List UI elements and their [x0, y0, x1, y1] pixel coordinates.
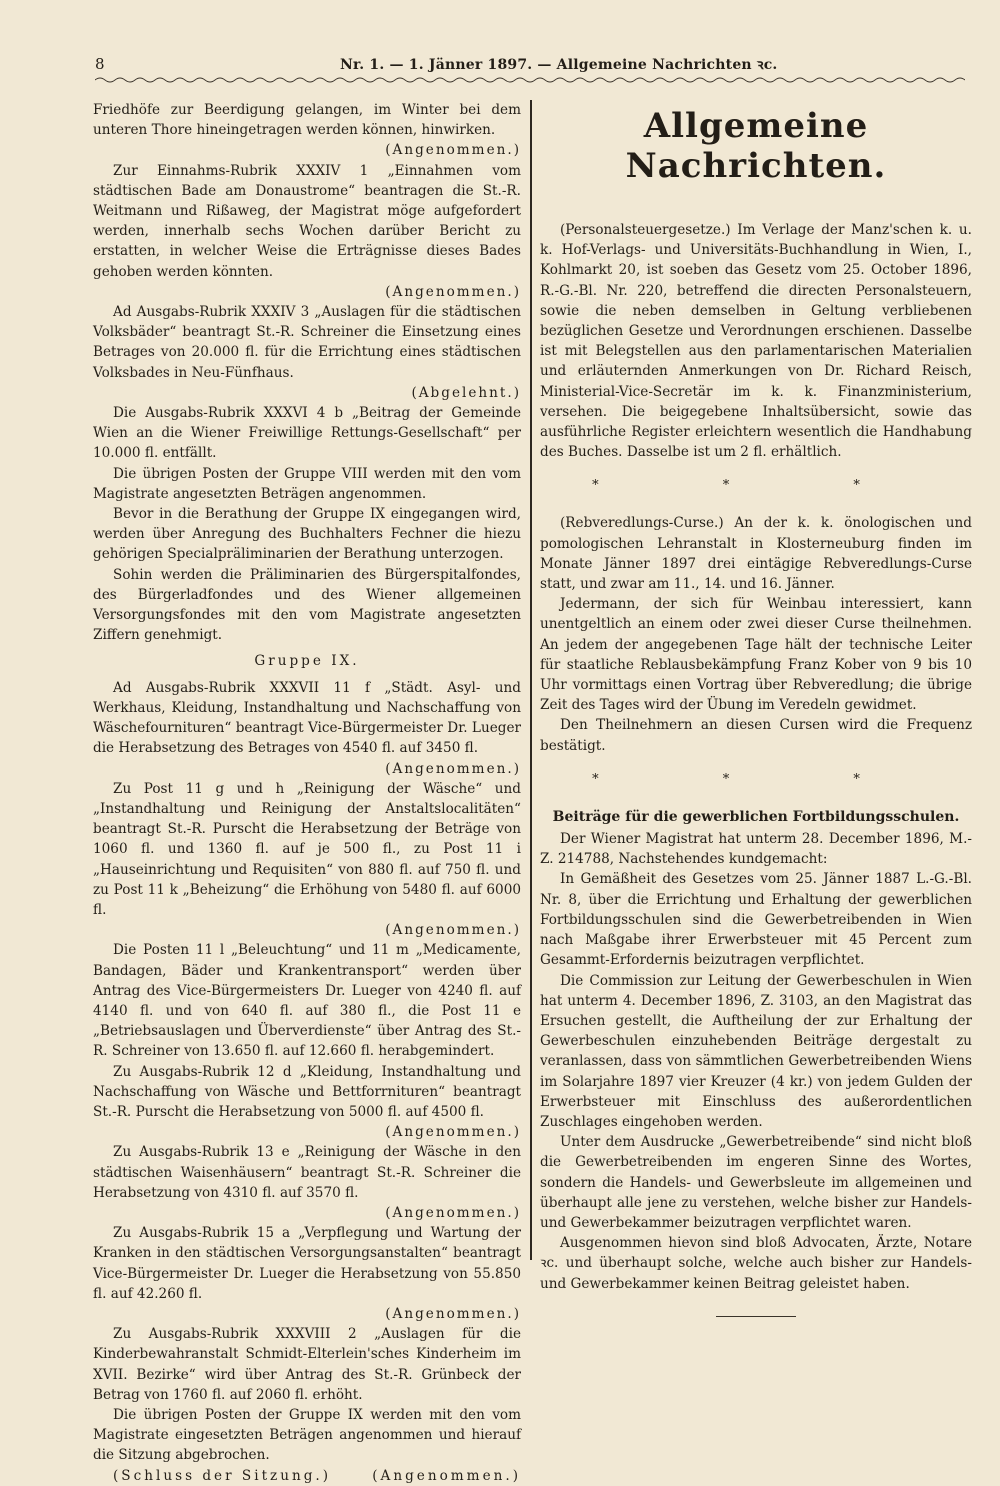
article-heading: Beiträge für die gewerblichen Fortbildungsschulen. [552, 808, 960, 825]
separator-stars: * * * [592, 478, 920, 494]
paragraph [93, 678, 521, 779]
paragraph [93, 1223, 521, 1324]
news-item-personalsteuer: (Personalsteuergesetze.) Im Verlage der Manz'schen k. u. k. Hof-Verlags- und Universitäts-Buchhandlung in Wien, I., Kohlmarkt 20, ist soeben das Gesetz vom 25. October 1896, R.-G.-Bl. Nr. 220, betreffend die directen Personalsteuern, sowie die neben demselben in Geltung verbliebenen bezüglichen Gesetze und Verordnungen erschienen. Dasselbe ist mit Belegstellen aus den parlamentarischen Materialien und erläuternden Anmerkungen von Dr. Richard Reisch, Ministerial-Vice-Secretär im k. k. Finanzministerium, versehen. Die beigegebene Inhaltsübersicht, sowie das ausführliche Register erleichtern wesentlich die Handhabung des Buches. Dasselbe ist um 2 fl. erhältlich. [540, 222, 972, 461]
paragraph: Die übrigen Posten der Gruppe IX werden mit den vom Magistrate eingesetzten Beträgen angenommen und hierauf die Sitzung abgebrochen. [93, 1407, 521, 1464]
left-column [93, 100, 521, 1486]
right-column [540, 100, 972, 1317]
header-wavy-rule [95, 76, 965, 84]
end-rule [716, 1316, 796, 1317]
page-number: 8 [95, 55, 105, 73]
paragraph [93, 161, 521, 302]
vote-result: (Angenommen.) [385, 1305, 521, 1322]
paragraph: Die übrigen Posten der Gruppe VIII werden mit den vom Magistrate angesetzten Beträgen angenommen. [93, 465, 521, 502]
paragraph-text: Ad Ausgabs-Rubrik XXXVII 11 f „Städt. Asyl- und Werkhaus, Kleidung, Instandhaltung und Nachschaffung von Wäschefournituren“ beantragt Vice-Bürgermeister Dr. Lueger die Herabsetzung des Betrages von 4540 fl. auf 3450 fl. [93, 679, 521, 757]
separator-stars: * * * [592, 771, 920, 787]
vote-result: (Angenommen.) [385, 1204, 521, 1221]
closing-note: (Schluss der Sitzung.) [113, 1467, 332, 1484]
column-divider [530, 100, 532, 1260]
paragraph: Den Theilnehmern an diesen Cursen wird die Frequenz bestätigt. [540, 717, 972, 754]
paragraph [93, 779, 521, 941]
paragraph: Die Ausgabs-Rubrik XXXVI 4 b „Beitrag der Gemeinde Wien an die Wiener Freiwillige Rettungs-Gesellschaft“ per 10.000 fl. entfällt. [93, 405, 521, 462]
paragraph: Jedermann, der sich für Weinbau interessiert, kann unentgeltlich an einem oder zwei dieser Curse theilnehmen. An jedem der angegebenen Tage hält der technische Leiter für staatliche Reblausbekämpfung Franz Kober von 9 bis 10 Uhr vormittags einen Vortrag über Rebveredlung; die übrige Zeit des Tages wird der Übung im Veredeln gewidmet. [540, 596, 972, 714]
paragraph: Unter dem Ausdrucke „Gewerbetreibende“ sind nicht bloß die Gewerbetreibenden im engeren Sinne des Wortes, sondern die Handels- und Gewerbsleute im allgemeinen und überhaupt alle jene zu verstehen, welche bisher zur Handels- und Gewerbekammer beizutragen verpflichtet waren. [540, 1134, 972, 1231]
vote-result: (Angenommen.) [372, 1467, 521, 1484]
paragraph [93, 100, 521, 161]
vote-result: (Angenommen.) [385, 1124, 521, 1141]
vote-result: (Abgelehnt.) [411, 384, 521, 401]
news-item-rebveredlung: (Rebveredlungs-Curse.) An der k. k. önologischen und pomologischen Lehranstalt in Klosterneuburg finden im Monate Jänner 1897 drei eintägige Rebveredlungs-Curse statt, und zwar am 11., 14. und 16. Jänner. [540, 515, 972, 593]
vote-result: (Angenommen.) [385, 922, 521, 939]
paragraph: Der Wiener Magistrat hat unterm 28. December 1896, M.-Z. 214788, Nachstehendes kundgemacht: [540, 831, 972, 868]
paragraph [93, 1062, 521, 1143]
vote-result: (Angenommen.) [385, 142, 521, 159]
session-closing [93, 1466, 521, 1486]
paragraph-text: Friedhöfe zur Beerdigung gelangen, im Winter bei dem unteren Thore hineingetragen werden können, hinwirken. [93, 102, 521, 139]
paragraph: Zu Ausgabs-Rubrik XXXVIII 2 „Auslagen für die Kinderbewahranstalt Schmidt-Elterlein'sches Kinderheim im XVII. Bezirke“ wird über Antrag des St.-R. Grünbeck der Betrag von 1760 fl. auf 2060 fl. erhöht. [93, 1326, 521, 1403]
paragraph [93, 1142, 521, 1223]
vote-result: (Angenommen.) [385, 760, 521, 777]
paragraph-text: Zu Ausgabs-Rubrik 12 d „Kleidung, Instandhaltung und Nachschaffung von Wäsche und Bettforrnituren“ beantragt St.-R. Purscht die Herabsetzung von 5000 fl. auf 4500 fl. [93, 1063, 521, 1120]
paragraph: In Gemäßheit des Gesetzes vom 25. Jänner 1887 L.-G.-Bl. Nr. 8, über die Errichtung und Erhaltung der gewerblichen Fortbildungsschulen sind die Gewerbetreibenden in Wien nach Maßgabe ihrer Erwerbsteuer mit 45 Percent zum Gesammt-Erfordernis beizutragen verpflichtet. [540, 871, 972, 969]
paragraph-text: Zu Ausgabs-Rubrik 13 e „Reinigung der Wäsche in den städtischen Waisenhäusern“ beantragt St.-R. Schreiner die Herabsetzung von 4310 fl. auf 3570 fl. [93, 1144, 521, 1201]
vote-result: (Angenommen.) [385, 283, 521, 300]
paragraph-text: Ad Ausgabs-Rubrik XXXIV 3 „Auslagen für die städtischen Volksbäder“ beantragt St.-R. Schreiner die Einsetzung eines Betrages von 20.000 fl. für die Errichtung eines städtischen Volksbades in Neu-Fünfhaus. [93, 304, 521, 381]
section-title: Allgemeine Nachrichten. [625, 106, 887, 186]
group-heading: Gruppe IX. [254, 653, 360, 670]
paragraph: Bevor in die Berathung der Gruppe IX eingegangen wird, werden über Anregung des Buchhalters Fechner die hiezu gehörigen Specialpräliminarien der Berathung unterzogen. [93, 506, 521, 563]
paragraph: Die Posten 11 l „Beleuchtung“ und 11 m „Medicamente, Bandagen, Bäder und Krankentransport“ werden über Antrag des Vice-Bürgermeisters Dr. Lueger von 4240 fl. auf 4140 fl. und von 640 fl. auf 380 fl., die Post 11 e „Betriebsauslagen und Überverdienste“ über Antrag des St.-R. Schreiner von 13.650 fl. auf 12.660 fl. herabgemindert. [93, 942, 521, 1060]
paragraph: Die Commission zur Leitung der Gewerbeschulen in Wien hat unterm 4. December 1896, Z. 3103, an den Magistrat das Ersuchen gestellt, die Auftheilung der zur Erhaltung der Gewerbeschulen einzuhebenden Beiträge dergestalt zu veranlassen, dass von sämmtlichen Gewerbetreibenden Wiens im Solarjahre 1897 vier Kreuzer (4 kr.) von jedem Gulden der Erwerbsteuer mit Einschluss des außerordentlichen Zuschlages eingehoben werden. [540, 972, 972, 1130]
paragraph: Ausgenommen hievon sind bloß Advocaten, Ärzte, Notare ꝛc. und überhaupt solche, welche auch bisher zur Handels- und Gewerbekammer keinen Beitrag geleistet haben. [540, 1235, 972, 1292]
running-title: Nr. 1. — 1. Jänner 1897. — Allgemeine Nachrichten ꝛc. [340, 57, 778, 73]
paragraph [93, 302, 521, 403]
paragraph-text: Zu Post 11 g und h „Reinigung der Wäsche“ und „Instandhaltung und Reinigung der Anstaltslocalitäten“ beantragt St.-R. Purscht die Herabsetzung der Beträge von 1060 fl. und 1360 fl. auf je 500 fl., zu Post 11 i „Hauseinrichtung und Requisiten“ von 880 fl. auf 750 fl. und zu Post 11 k „Beheizung“ die Erhöhung von 5480 fl. auf 6000 fl. [93, 780, 521, 918]
paragraph-text: Zu Ausgabs-Rubrik 15 a „Verpflegung und Wartung der Kranken in den städtischen Versorgungsanstalten“ beantragt Vice-Bürgermeister Dr. Lueger die Herabsetzung von 55.850 fl. auf 42.260 fl. [93, 1225, 521, 1302]
paragraph: Sohin werden die Präliminarien des Bürgerspitalfondes, des Bürgerladfondes und des Wiener allgemeinen Versorgungsfondes mit den vom Magistrate angesetzten Ziffern genehmigt. [93, 566, 521, 644]
paragraph-text: Zur Einnahms-Rubrik XXXIV 1 „Einnahmen vom städtischen Bade am Donaustrome“ beantragen die St.-R. Weitmann und Rißaweg, der Magistrat möge aufgefordert werden, innerhalb sechs Wochen darüber Bericht zu erstatten, in welcher Weise die Erträgnisse dieses Bades gehoben werden könnten. [93, 162, 521, 280]
